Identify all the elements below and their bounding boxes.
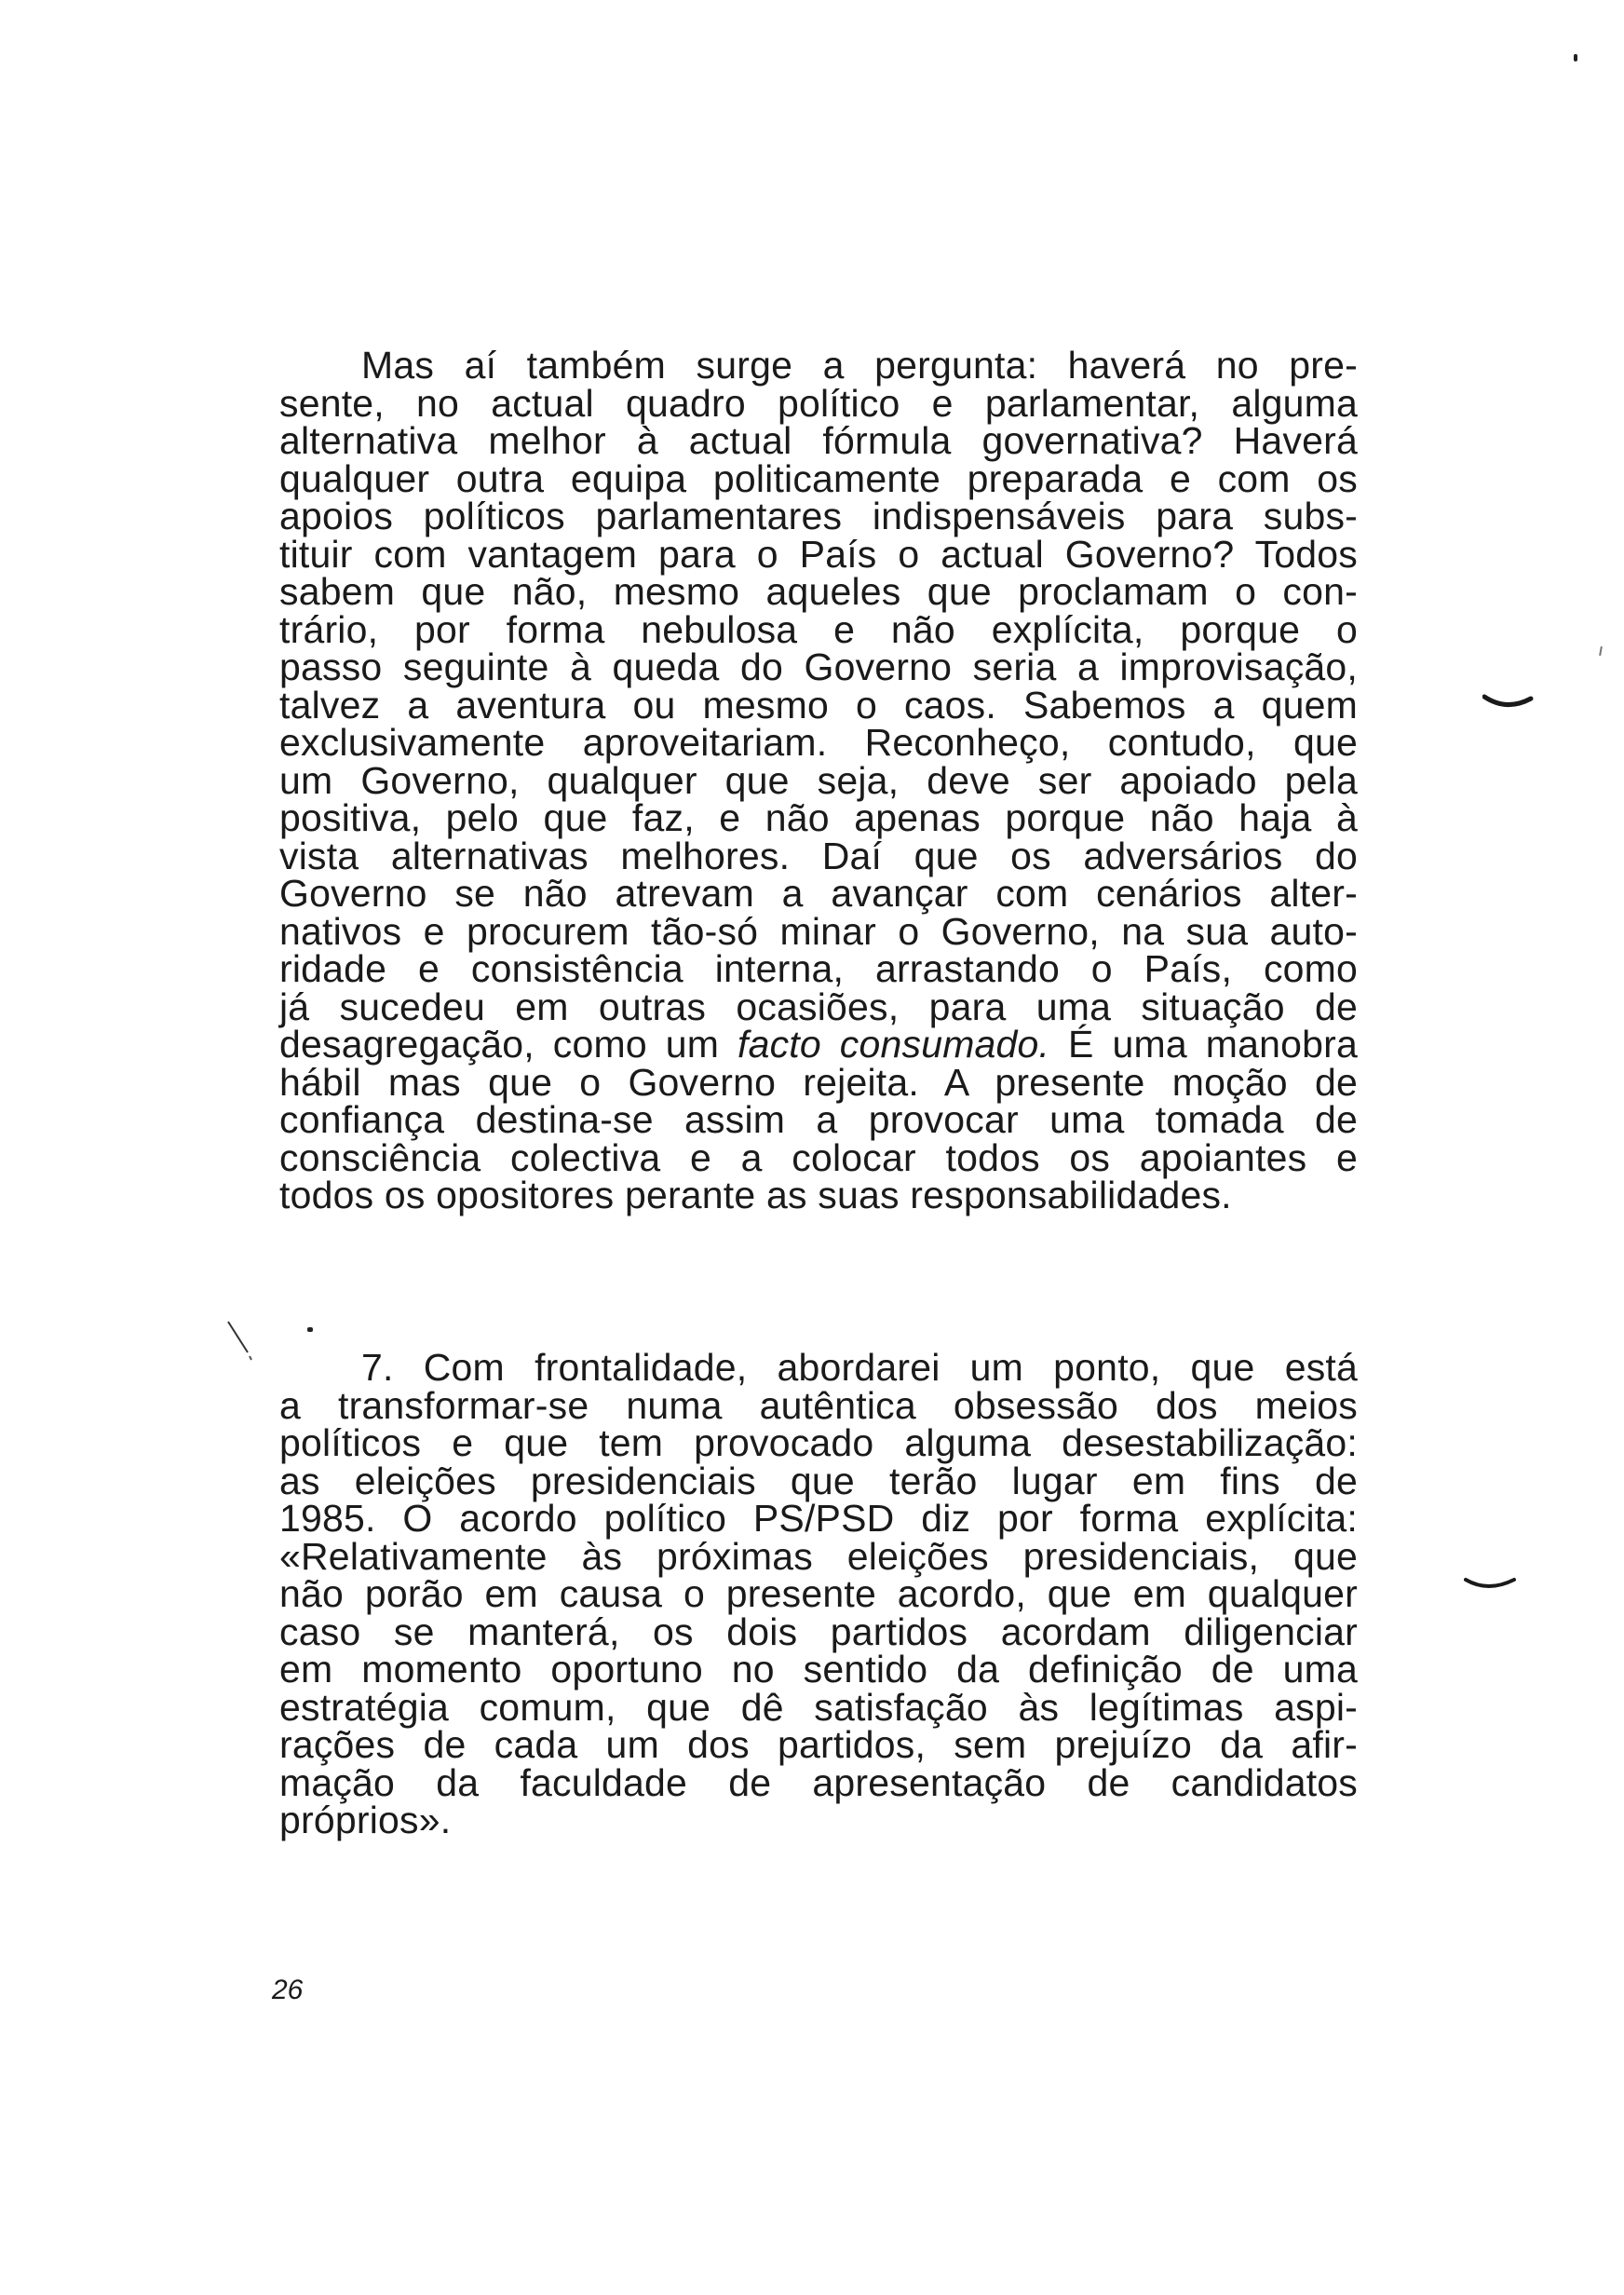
- text-line: já sucedeu em outras ocasiões, para uma situação de: [279, 985, 1358, 1028]
- text-line: rações de cada um dos partidos, sem prejuízo da afir-: [279, 1723, 1358, 1766]
- text-line: 1985. O acordo político PS/PSD diz por forma explícita:: [279, 1497, 1358, 1540]
- text-line: Mas aí também surge a pergunta: haverá no pre-: [361, 344, 1358, 387]
- text-line: as eleições presidenciais que terão lugar em fins de: [279, 1459, 1358, 1502]
- ink-dot-mark: [1574, 54, 1577, 61]
- text-line: hábil mas que o Governo rejeita. A presente moção de: [279, 1060, 1358, 1104]
- text-line: a transformar-se numa autêntica obsessão dos meios: [279, 1383, 1358, 1427]
- text-line: positiva, pelo que faz, e não apenas porque não haja à: [279, 796, 1358, 839]
- paragraph-2: [279, 1346, 1358, 1841]
- text-fragment: desagregação, como um: [279, 1023, 738, 1066]
- pen-tick-mark: [1482, 691, 1535, 715]
- text-line: políticos e que tem provocado alguma desestabilização:: [279, 1421, 1358, 1464]
- text-line: 7. Com frontalidade, abordarei um ponto, que está: [361, 1346, 1358, 1389]
- text-line-with-italic: [279, 1025, 1358, 1064]
- text-line: um Governo, qualquer que seja, deve ser apoiado pela: [279, 758, 1358, 802]
- text-line: passo seguinte à queda do Governo seria a improvisação,: [279, 645, 1358, 688]
- text-fragment: É uma manobra: [1049, 1023, 1358, 1066]
- paragraph-1: [279, 346, 1358, 1215]
- text-line: apoios políticos parlamentares indispensáveis para subs-: [279, 495, 1358, 537]
- page-number: 26: [272, 1975, 304, 2005]
- text-line: vista alternativas melhores. Daí que os adversários do: [279, 834, 1358, 877]
- text-line: Governo se não atrevam a avançar com cenários alter-: [279, 872, 1358, 915]
- text-line: exclusivamente aproveitariam. Reconheço, contudo, que: [279, 721, 1358, 764]
- text-line: tituir com vantagem para o País o actual Governo? Todos: [279, 532, 1358, 576]
- text-line: todos os opositores perante as suas responsabilidades.: [279, 1174, 1232, 1216]
- text-line: «Relativamente às próximas eleições presidenciais, que: [279, 1534, 1358, 1578]
- text-line: mação da faculdade de apresentação de candidatos: [279, 1760, 1358, 1804]
- italic-phrase: facto consumado.: [738, 1023, 1050, 1066]
- text-line: estratégia comum, que dê satisfação às legítimas aspi-: [279, 1685, 1358, 1729]
- text-line: consciência colectiva e a colocar todos os apoiantes e: [279, 1135, 1358, 1179]
- text-line: sabem que não, mesmo aqueles que proclamam o con-: [279, 570, 1358, 613]
- pen-slash-mark: [225, 1319, 253, 1362]
- text-line: não porão em causa o presente acordo, que em qualquer: [279, 1572, 1358, 1615]
- text-line: sente, no actual quadro político e parlamentar, alguma: [279, 381, 1358, 425]
- ink-dot-mark: [307, 1327, 313, 1332]
- text-line: talvez a aventura ou mesmo o caos. Sabemos a quem: [279, 683, 1358, 727]
- text-line: trário, por forma nebulosa e não explícita, porque o: [279, 607, 1358, 651]
- text-line: caso se manterá, os dois partidos acordam diligenciar: [279, 1609, 1358, 1653]
- text-line: alternativa melhor à actual fórmula governativa? Haverá: [279, 419, 1358, 462]
- text-line: próprios».: [279, 1799, 452, 1841]
- text-line: nativos e procurem tão-só minar o Governo, na sua auto-: [279, 909, 1358, 953]
- text-line: confiança destina-se assim a provocar uma tomada de: [279, 1098, 1358, 1141]
- text-line: ridade e consistência interna, arrastando o País, como: [279, 947, 1358, 990]
- pen-tick-mark: [1599, 646, 1603, 656]
- text-line: em momento oportuno no sentido da definição de uma: [279, 1648, 1358, 1691]
- pen-tick-mark: [1464, 1574, 1518, 1598]
- text-line: qualquer outra equipa politicamente preparada e com os: [279, 456, 1358, 500]
